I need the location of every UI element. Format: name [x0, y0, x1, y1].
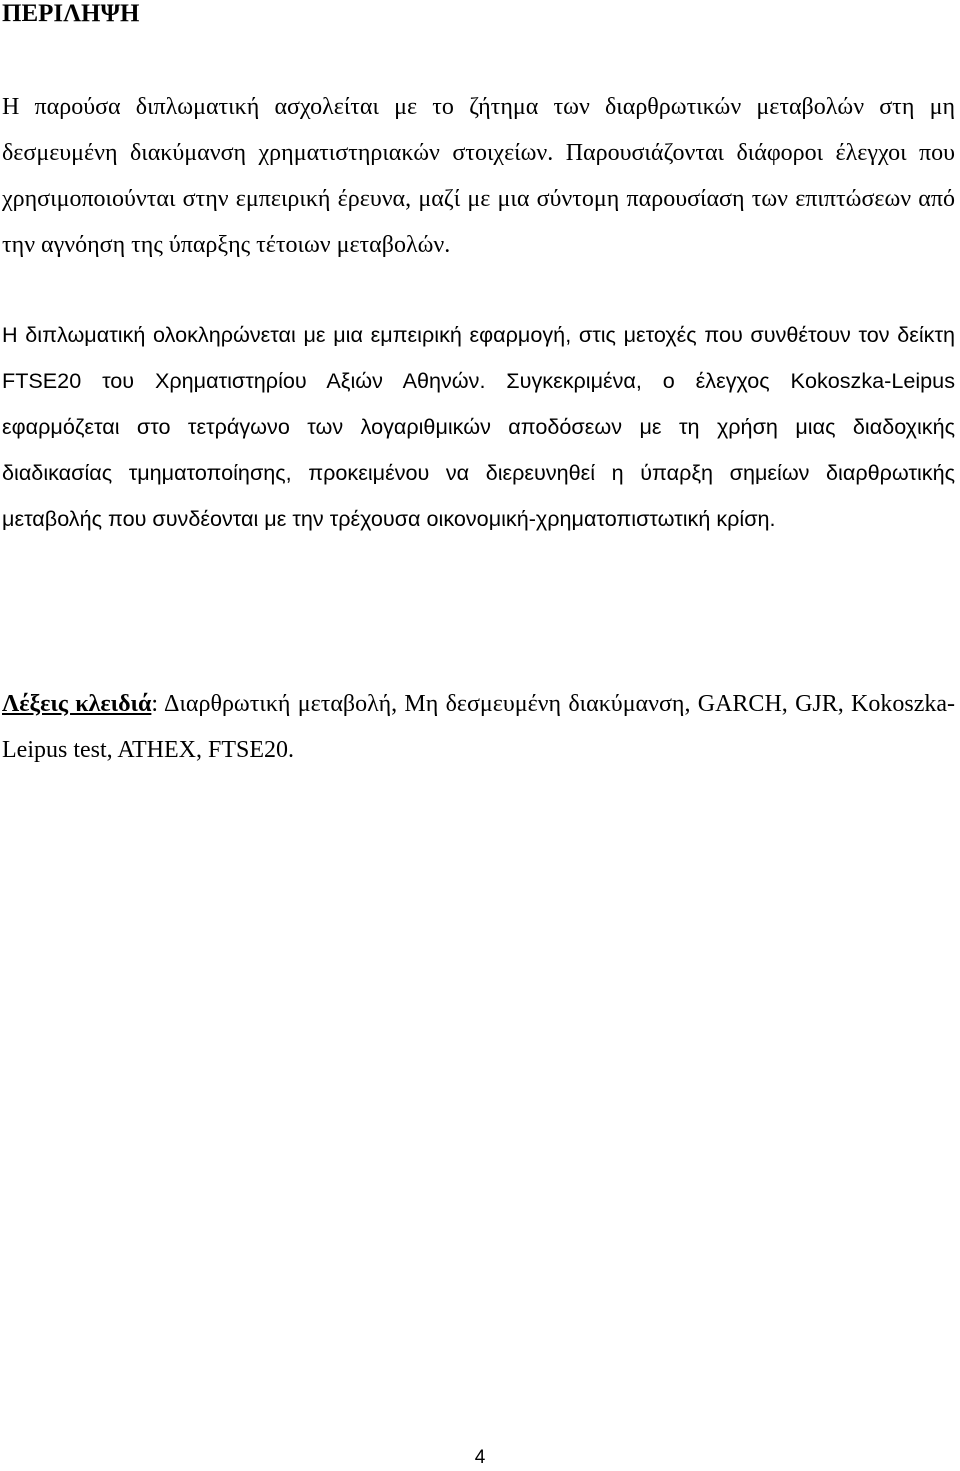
page-number: 4 — [474, 1447, 486, 1468]
keywords-text: Διαρθρωτική μεταβολή, Μη δεσμευμένη διακύμανση, GARCH, GJR, Kokoszka-Leipus test, ATHEX, FTSE20. — [2, 691, 956, 763]
keywords-label: Λέξεις κλειδιά — [2, 691, 152, 717]
abstract-paragraph-1: Η παρούσα διπλωματική ασχολείται με το ζήτημα των διαρθρωτικών μεταβολών στη μη δεσμευμένη διακύμανση χρηματιστηριακών στοιχείων. Παρουσιάζονται διάφοροι έλεγχοι που χρησιμοποιούνται στην εμπειρική έρευνα, μαζί με μια σύντομη παρουσίαση των επιπτώσεων από την αγνόηση της ύπαρξης τέτοιων μεταβολών. — [2, 94, 955, 258]
abstract-title: ΠΕΡΙΛΗΨΗ — [2, 0, 140, 27]
abstract-paragraph-2: Η διπλωματική ολοκληρώνεται με μια εμπειρική εφαρμογή, στις μετοχές που συνθέτουν τον δείκτη FTSE20 του Χρηματιστηρίου Αξιών Αθηνών. Συγκεκριμένα, ο έλεγχος Kokoszka-Leipus εφαρμόζεται στο τετράγωνο των λογαριθμικών αποδόσεων με τη χρήση μιας διαδοχικής διαδικασίας τμηματοποίησης, προκειμένου να διερευνηθεί η ύπαρξη σημείων διαρθρωτικής μεταβολής που συνδέονται με την τρέχουσα οικονομική-χρηματοπιστωτική κρίση. — [2, 322, 955, 531]
keywords-paragraph — [2, 681, 955, 773]
keywords-separator: : — [151, 691, 165, 717]
